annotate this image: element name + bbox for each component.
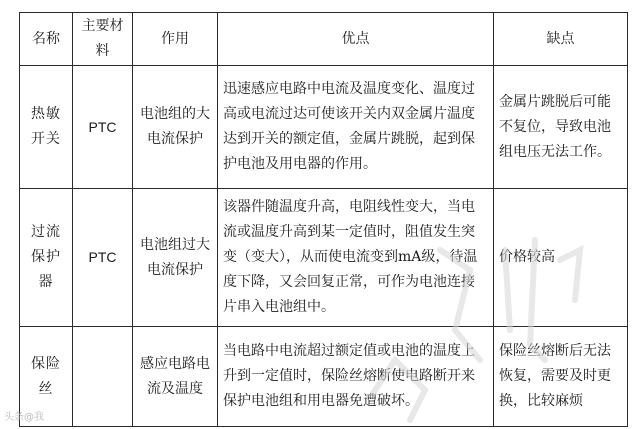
row-cons: 价格较高: [494, 189, 628, 327]
row-name: 热敏开关: [20, 66, 73, 189]
row-name: 保险丝: [20, 327, 73, 427]
row-pros: 当电路中电流超过额定值或电池的温度上升到一定值时，保险丝熔断使电路断开来保护电池组和用电器免遭破坏。: [218, 327, 494, 427]
table-row: [20, 327, 628, 427]
header-pros: 优点: [218, 13, 494, 66]
row-material: [73, 327, 133, 427]
row-pros: 迅速感应电路中电流及温度变化、温度过高或电流过达可使该开关内双金属片温度达到开关的额定值，金属片跳脱，起到保护电池及用电器的作用。: [218, 66, 494, 189]
header-function: 作用: [133, 13, 218, 66]
watermark-logo: [4, 408, 44, 423]
row-name: 过流保护器: [20, 189, 73, 327]
row-pros: 该器件随温度升高，电阻线性变大，当电流或温度升高到某一定值时，阻值发生突变（变大），从而使电流变到mA级，待温度下降，又会回复正常，可作为电池连接片串入电池组中。: [218, 189, 494, 327]
row-material: PTC: [73, 189, 133, 327]
row-material: PTC: [73, 66, 133, 189]
header-row: [20, 13, 628, 66]
row-function: 电池组的大电流保护: [133, 66, 218, 189]
row-function: 感应电路电流及温度: [133, 327, 218, 427]
row-cons: 保险丝熔断后无法恢复，需要及时更换，比较麻烦: [494, 327, 628, 427]
logo-text: 头条@我: [4, 412, 44, 423]
battery-protection-table: [19, 12, 628, 427]
row-function: 电池组过大电流保护: [133, 189, 218, 327]
header-material: 主要材料: [73, 13, 133, 66]
header-cons: 缺点: [494, 13, 628, 66]
row-cons: 金属片跳脱后可能不复位，导致电池组电压无法工作。: [494, 66, 628, 189]
header-name: 名称: [20, 13, 73, 66]
table-row: [20, 189, 628, 327]
table-row: [20, 66, 628, 189]
